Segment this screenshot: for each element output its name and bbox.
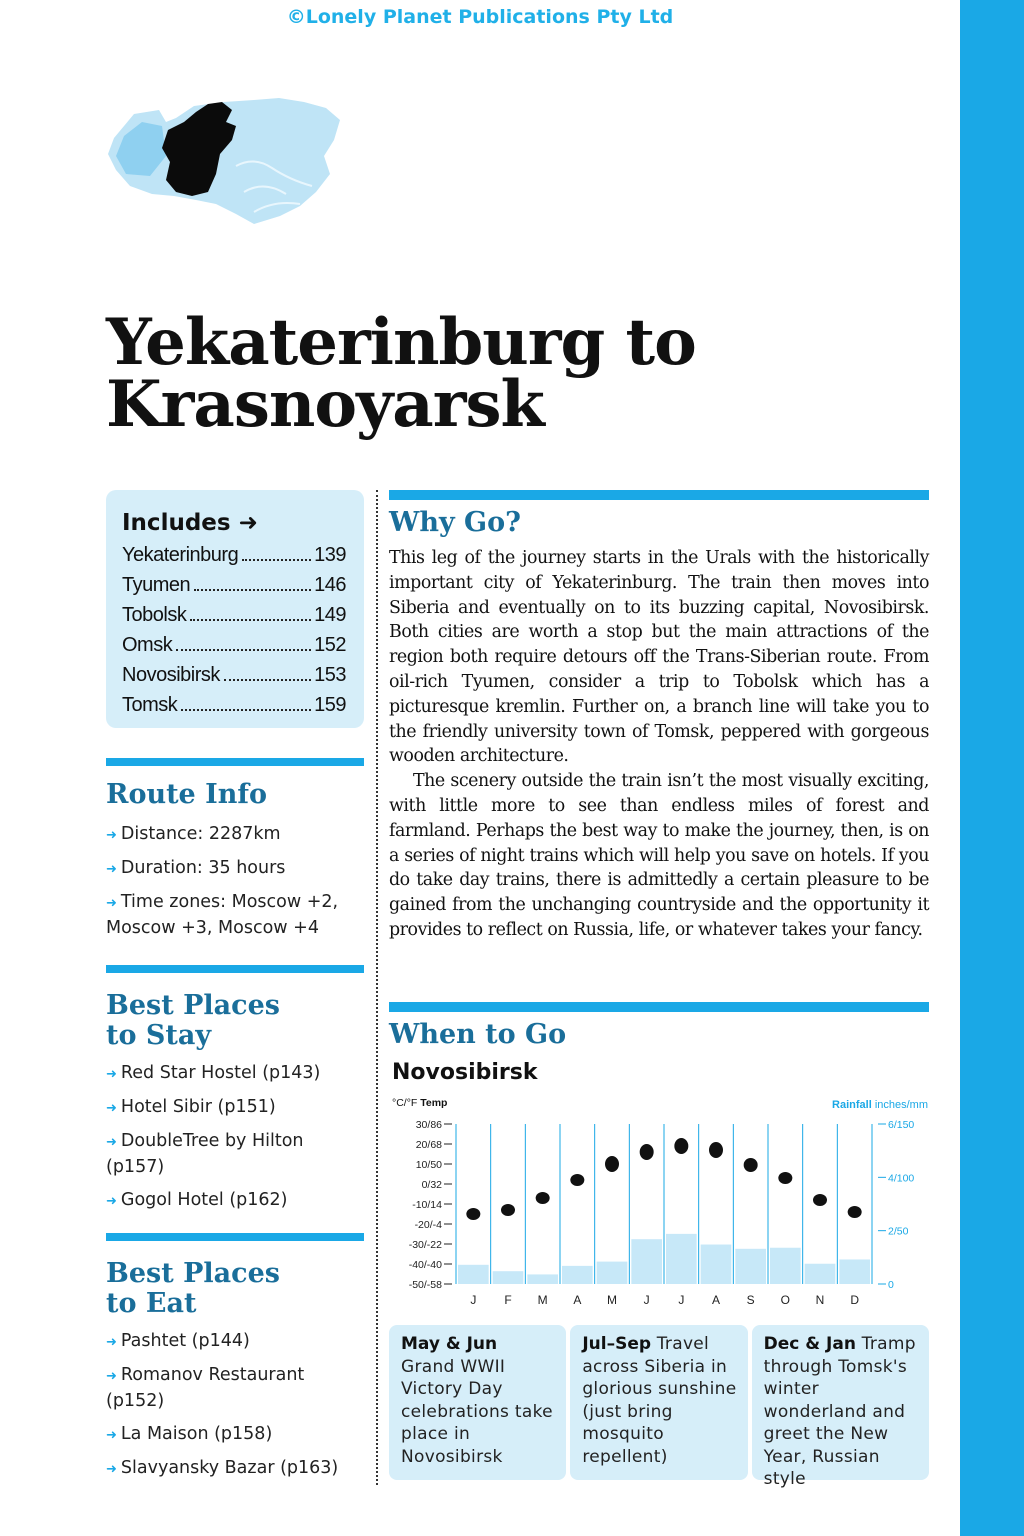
arrow-right-icon: ➜ <box>106 1462 117 1477</box>
temp-range-dot <box>709 1142 723 1158</box>
arrow-right-icon: ➜ <box>106 896 117 911</box>
includes-item[interactable] <box>122 540 346 570</box>
why-go-paragraph: The scenery outside the train isn’t the most visually exciting, with little more to see than endless miles of forest and farmland. Perhaps the best way to make the journey, then, is on a series of night trains which will help you save on hotels. If you do take day trains, there is admittedly a certain pleasure to be gained from the unchanging countryside and the opportunity it provides to reflect on Russia, life, or whatever takes your fancy. <box>389 771 929 940</box>
leader-dots <box>181 709 311 711</box>
temp-tick-label: 30/86 <box>415 1119 442 1131</box>
route-info-heading: Route Info <box>106 779 268 810</box>
month-label: J <box>470 1293 477 1307</box>
best-stay-item-text: DoubleTree by Hilton (p157) <box>106 1131 304 1177</box>
arrow-right-icon: ➜ <box>106 1335 117 1350</box>
section-rule <box>106 1233 364 1241</box>
rainfall-bar <box>839 1259 870 1284</box>
why-go-heading: Why Go? <box>389 507 521 538</box>
temp-range-dot <box>536 1192 550 1204</box>
best-eat-item <box>106 1363 364 1414</box>
route-info-section <box>106 758 364 949</box>
month-label: A <box>573 1293 582 1307</box>
section-rule <box>389 490 929 500</box>
temp-range-dot <box>605 1156 619 1172</box>
includes-heading: Includes ➜ <box>122 510 258 536</box>
best-stay-section <box>106 965 364 1222</box>
includes-item-name: Yekaterinburg <box>122 544 239 566</box>
chapter-edge-tab <box>960 0 1024 1536</box>
temp-range-dot <box>674 1138 688 1154</box>
best-stay-item <box>106 1095 364 1121</box>
temp-tick-label: -50/-58 <box>408 1279 442 1291</box>
why-go-paragraph: This leg of the journey starts in the Urals with the historically important city of Yekaterinburg. The train then moves into Siberia and eventually on to its buzzing capital, Novosibirsk. Both cities are worth a stop but the main attractions of the region both require detours off the Trans-Siberian route. From oil-rich Tyumen, consider a trip to Tobolsk which has a picturesque kremlin. Further on, a branch line will take you to the friendly university town of Tomsk, peppered with gorgeous wooden architecture. <box>389 548 929 767</box>
arrow-right-icon: ➜ <box>106 828 117 843</box>
best-eat-heading: Best Places to Eat <box>106 1258 280 1319</box>
best-stay-item <box>106 1061 364 1087</box>
rain-axis-label: Rainfall inches/mm <box>832 1099 928 1111</box>
best-eat-item-text: Pashtet (p144) <box>120 1331 250 1351</box>
temp-tick-label: 20/68 <box>415 1139 442 1151</box>
rainfall-bar <box>562 1266 593 1284</box>
section-rule <box>389 1002 929 1012</box>
rain-tick-label: 2/50 <box>888 1225 909 1238</box>
section-rule <box>106 965 364 973</box>
rainfall-bar <box>527 1274 558 1284</box>
month-label: J <box>643 1293 650 1307</box>
when-to-go-boxes <box>389 1325 929 1489</box>
includes-item[interactable] <box>122 630 346 660</box>
arrow-right-icon: ➜ <box>106 862 117 877</box>
rainfall-bar <box>631 1239 662 1284</box>
temp-tick-label: -30/-22 <box>408 1239 442 1251</box>
month-label: F <box>504 1293 512 1307</box>
includes-item[interactable] <box>122 660 346 690</box>
column-divider <box>376 490 378 1485</box>
includes-item-page: 159 <box>314 694 346 716</box>
temp-range-dot <box>501 1204 515 1216</box>
temp-range-dot <box>640 1144 654 1160</box>
rainfall-bar <box>735 1249 766 1284</box>
rainfall-bar <box>597 1262 628 1284</box>
month-label: A <box>711 1293 721 1307</box>
section-rule <box>106 758 364 766</box>
rain-tick-label: 0 <box>888 1279 894 1291</box>
arrow-right-icon: ➜ <box>106 1194 117 1209</box>
arrow-right-icon: ➜ <box>106 1428 117 1443</box>
best-stay-item-text: Gogol Hotel (p162) <box>120 1190 288 1210</box>
temp-tick-label: -20/-4 <box>414 1219 442 1231</box>
temp-range-dot <box>570 1174 584 1186</box>
best-eat-section <box>106 1233 364 1490</box>
climate-chart <box>386 1092 932 1318</box>
temp-range-dot <box>813 1194 827 1206</box>
copyright-notice: ©Lonely Planet Publications Pty Ltd <box>286 6 674 28</box>
best-stay-item <box>106 1188 364 1214</box>
region-locator-map <box>104 96 344 228</box>
temp-range-dot <box>466 1208 480 1220</box>
month-label: O <box>780 1293 791 1307</box>
month-label: S <box>746 1293 755 1307</box>
leader-dots <box>224 679 311 681</box>
route-info-item <box>106 890 364 941</box>
leader-dots <box>242 559 311 561</box>
best-eat-item <box>106 1456 364 1482</box>
season-box: May & Jun Grand WWII Victory Day celebrations take place in Novosibirsk <box>389 1325 566 1480</box>
route-info-item-text: Time zones: Moscow +2, Moscow +3, Moscow +4 <box>106 892 339 938</box>
best-stay-item-text: Hotel Sibir (p151) <box>120 1097 276 1117</box>
temp-range-dot <box>744 1158 758 1172</box>
month-label: M <box>537 1293 548 1307</box>
includes-item-name: Tomsk <box>122 694 178 716</box>
leader-dots <box>176 649 311 651</box>
rainfall-bar <box>666 1234 697 1284</box>
includes-item-page: 153 <box>314 664 346 686</box>
best-stay-heading: Best Places to Stay <box>106 990 280 1051</box>
month-label: N <box>815 1293 825 1307</box>
route-info-item-text: Duration: 35 hours <box>120 858 286 878</box>
chart-city-title: Novosibirsk <box>392 1060 538 1085</box>
best-eat-item-text: Romanov Restaurant (p152) <box>106 1365 305 1411</box>
route-info-item-text: Distance: 2287km <box>120 824 281 844</box>
route-info-item <box>106 822 364 848</box>
includes-item[interactable] <box>122 690 346 720</box>
best-stay-item-text: Red Star Hostel (p143) <box>120 1063 321 1083</box>
includes-item-page: 152 <box>314 634 346 656</box>
why-go-body <box>389 546 929 943</box>
temp-range-dot <box>778 1172 792 1184</box>
chapter-title: Yekaterinburg to Krasnoyarsk <box>106 305 696 442</box>
arrow-right-icon: ➜ <box>106 1369 117 1384</box>
season-box: Dec & Jan Tramp through Tomsk's winter wonderland and greet the New Year, Russian style <box>752 1325 929 1480</box>
when-to-go-heading: When to Go <box>389 1019 567 1050</box>
arrow-right-icon: ➜ <box>238 510 258 536</box>
includes-item-page: 149 <box>314 604 346 626</box>
month-label: D <box>850 1293 860 1307</box>
best-stay-item <box>106 1129 364 1180</box>
best-eat-item-text: La Maison (p158) <box>120 1424 273 1444</box>
includes-item[interactable] <box>122 600 346 630</box>
season-box: Jul–Sep Travel across Siberia in glorious sunshine (just bring mosquito repellent) <box>570 1325 747 1480</box>
includes-item-name: Novosibirsk <box>122 664 220 686</box>
rainfall-bar <box>805 1264 836 1284</box>
includes-item[interactable] <box>122 570 346 600</box>
rain-tick-label: 6/150 <box>888 1119 915 1131</box>
arrow-right-icon: ➜ <box>106 1101 117 1116</box>
temp-axis-label: °C/°F Temp <box>392 1097 448 1109</box>
rainfall-bar <box>701 1245 732 1284</box>
includes-item-name: Omsk <box>122 634 173 656</box>
route-info-item <box>106 856 364 882</box>
arrow-right-icon: ➜ <box>106 1135 117 1150</box>
rainfall-bar <box>770 1248 801 1284</box>
includes-item-page: 139 <box>314 544 346 566</box>
leader-dots <box>190 619 311 621</box>
best-eat-item <box>106 1329 364 1355</box>
temp-tick-label: -40/-40 <box>408 1259 442 1271</box>
includes-box <box>106 490 364 728</box>
best-eat-item <box>106 1422 364 1448</box>
temp-tick-label: 0/32 <box>421 1179 442 1191</box>
rain-tick-label: 4/100 <box>888 1172 915 1185</box>
rainfall-bar <box>458 1265 489 1284</box>
rainfall-bar <box>493 1271 524 1284</box>
month-label: J <box>678 1293 685 1307</box>
arrow-right-icon: ➜ <box>106 1067 117 1082</box>
best-eat-item-text: Slavyansky Bazar (p163) <box>120 1458 339 1478</box>
temp-tick-label: 10/50 <box>415 1159 442 1171</box>
month-label: M <box>607 1293 617 1307</box>
temp-tick-label: -10/14 <box>412 1199 442 1211</box>
includes-item-name: Tyumen <box>122 574 191 596</box>
includes-item-name: Tobolsk <box>122 604 187 626</box>
leader-dots <box>194 589 311 591</box>
includes-item-page: 146 <box>314 574 346 596</box>
temp-range-dot <box>848 1206 862 1218</box>
